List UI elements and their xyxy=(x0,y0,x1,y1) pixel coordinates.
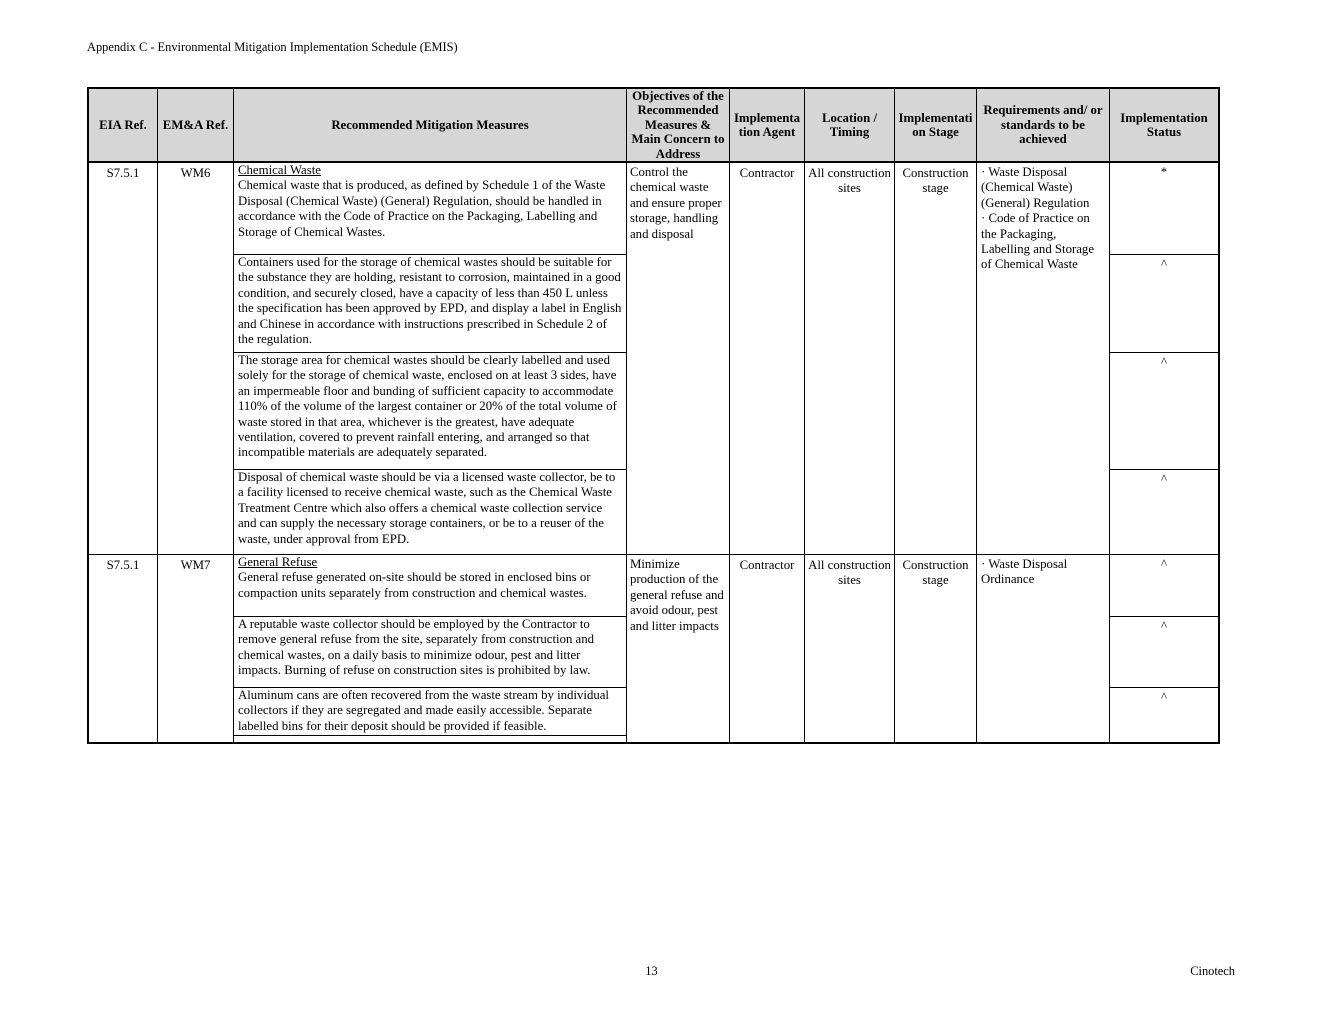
column-header-stage: Implementation Stage xyxy=(895,89,977,163)
status-symbol: ^ xyxy=(1110,555,1218,617)
implementation-stage-cell: Construction stage xyxy=(895,555,977,742)
measure-heading: General Refuse xyxy=(238,555,318,569)
measure-text: Containers used for the storage of chemical wastes should be suitable for the substance they are holding, resistant to corrosion, maintained in a good condition, and securely closed, have a capacity of less than 450 L unless the specification has been approved by EPD, and display a label in English and Chinese in accordance with instructions prescribed in Schedule 2 of the regulation. xyxy=(238,255,622,347)
column-header-agent: Implementation Agent xyxy=(730,89,805,163)
measure-paragraph xyxy=(234,353,626,470)
measure-text: A reputable waste collector should be employed by the Contractor to remove general refuse from the site, separately from construction and chemical wastes, on a daily basis to minimize odour, pest and litter impacts. Burning of refuse on construction sites is prohibited by law. xyxy=(238,617,595,678)
requirements-cell xyxy=(977,555,1110,742)
status-cell xyxy=(1110,555,1218,742)
column-header-requirements: Requirements and/ or standards to be achieved xyxy=(977,89,1110,163)
measures-cell xyxy=(234,163,627,554)
column-header-location-timing: Location / Timing xyxy=(805,89,895,163)
status-cell xyxy=(1110,163,1218,554)
status-symbol: ^ xyxy=(1110,255,1218,353)
measure-paragraph xyxy=(234,617,626,688)
implementation-agent-cell: Contractor xyxy=(730,163,805,554)
measure-text: Disposal of chemical waste should be via a licensed waste collector, be to a facility licensed to receive chemical waste, such as the Chemical Waste Treatment Centre which also offers a chemical waste collection service and can supply the necessary storage containers, or be to a reuser of the waste, under approval from EPD. xyxy=(238,470,616,546)
status-symbol: ^ xyxy=(1160,472,1167,486)
location-timing-cell: All construction sites xyxy=(805,163,895,554)
measure-paragraph xyxy=(234,555,626,617)
emis-table xyxy=(87,87,1220,744)
eia-ref-cell: S7.5.1 xyxy=(89,555,158,742)
location-timing-cell: All construction sites xyxy=(805,555,895,742)
requirement-item: · Waste Disposal (Chemical Waste) (General) Regulation xyxy=(981,165,1090,210)
status-symbol: ^ xyxy=(1110,353,1218,470)
measures-cell xyxy=(234,555,627,742)
status-symbol: ^ xyxy=(1160,690,1167,704)
measure-paragraph xyxy=(234,688,626,736)
requirement-item: · Waste Disposal Ordinance xyxy=(981,557,1068,587)
measure-paragraph xyxy=(234,470,626,554)
column-header-measures: Recommended Mitigation Measures xyxy=(234,89,627,163)
table-row xyxy=(89,555,1218,742)
document-header: Appendix C - Environmental Mitigation Implementation Schedule (EMIS) xyxy=(87,40,458,54)
measure-text: General refuse generated on-site should be stored in enclosed bins or compaction units separately from construction and chemical wastes. xyxy=(238,570,591,600)
table-header-row xyxy=(89,89,1218,163)
ema-ref-cell: WM7 xyxy=(158,555,234,742)
measure-paragraph xyxy=(234,163,626,255)
status-symbol: * xyxy=(1110,163,1218,255)
column-header-ema-ref: EM&A Ref. xyxy=(158,89,234,163)
requirement-item: · Code of Practice on the Packaging, Labelling and Storage of Chemical Waste xyxy=(981,211,1095,272)
implementation-stage-cell: Construction stage xyxy=(895,163,977,554)
measure-text: Chemical waste that is produced, as defined by Schedule 1 of the Waste Disposal (Chemical Waste) (General) Regulation, should be handled in accordance with the Code of Practice on the Packaging, Labelling and Storage of Chemical Wastes. xyxy=(238,178,606,239)
eia-ref-cell: S7.5.1 xyxy=(89,163,158,554)
column-header-objectives: Objectives of the Recommended Measures & Main Concern to Address xyxy=(627,89,730,163)
requirements-cell xyxy=(977,163,1110,554)
implementation-agent-cell: Contractor xyxy=(730,555,805,742)
measure-heading: Chemical Waste xyxy=(238,163,321,177)
table-row xyxy=(89,163,1218,555)
footer-company: Cinotech xyxy=(1190,964,1235,978)
status-symbol: ^ xyxy=(1110,617,1218,688)
column-header-status: Implementation Status xyxy=(1110,89,1218,163)
table-body xyxy=(89,163,1218,742)
measure-paragraph xyxy=(234,255,626,353)
page-number: 13 xyxy=(645,964,658,978)
ema-ref-cell: WM6 xyxy=(158,163,234,554)
objectives-cell: Minimize production of the general refuse and avoid odour, pest and litter impacts xyxy=(627,555,730,742)
measure-text: Aluminum cans are often recovered from the waste stream by individual collectors if they are segregated and made easily accessible. Separate labelled bins for their deposit should be provided if feasible. xyxy=(238,688,609,733)
objectives-cell: Control the chemical waste and ensure proper storage, handling and disposal xyxy=(627,163,730,554)
column-header-eia-ref: EIA Ref. xyxy=(89,89,158,163)
measure-text: The storage area for chemical wastes should be clearly labelled and used solely for the storage of chemical waste, enclosed on at least 3 sides, have an impermeable floor and bunding of sufficient capacity to accommodate 110% of the volume of the largest container or 20% of the total volume of waste stored in that area, whichever is the greatest, have adequate ventilation, covered to prevent rainfall entering, and arranged so that incompatible materials are adequately separated. xyxy=(238,353,617,460)
